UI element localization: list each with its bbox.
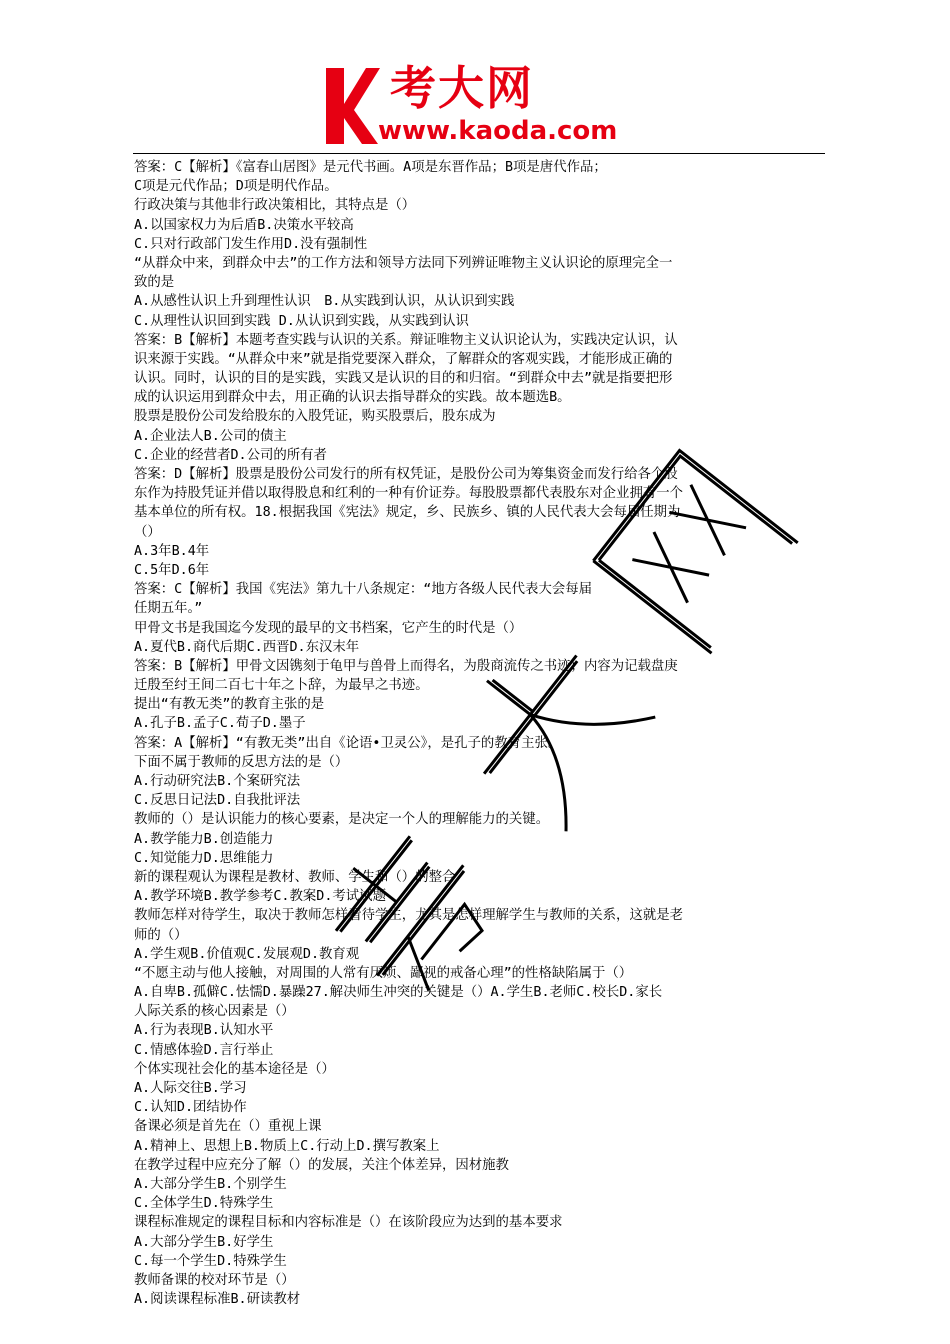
text-line: 答案：B【解析】甲骨文因镌刻于龟甲与兽骨上而得名，为殷商流传之书迹；内容为记载盘庚 [134,658,678,674]
text-line: A.3年B.4年 [134,543,210,559]
text-line: C.每一个学生D.特殊学生 [134,1253,287,1269]
text-line: A.行为表现B.认知水平 [134,1023,274,1039]
text-line: C.知觉能力D.思维能力 [134,850,274,866]
text-line: A.阅读课程标准B.研读教材 [134,1292,301,1308]
text-line: C.只对行政部门发生作用D.没有强制性 [134,236,368,252]
text-line: 认识。同时，认识的目的是实践，实践又是认识的目的和归宿。“到群众中去”就是指要把形 [134,371,673,387]
text-line: 任期五年。” [134,601,203,617]
text-line: C项是元代作品；D项是明代作品。 [134,179,338,195]
text-line: 甲骨文书是我国迄今发现的最早的文书档案，它产生的时代是（） [134,620,523,636]
document-body [134,158,826,1309]
text-line: 股票是股份公司发给股东的入股凭证，购买股票后，股东成为 [134,409,496,425]
text-line: 致的是 [134,275,175,291]
text-line: 个体实现社会化的基本途径是（） [134,1061,335,1077]
text-line: 人际关系的核心因素是（） [134,1004,295,1020]
text-line: 迁殷至纣王间二百七十年之卜辞，为最早之书迹。 [134,678,429,694]
text-line: A.从感性认识上升到理性认识 B.从实践到认识，从认识到实践 [134,294,515,310]
text-line: 备课必须是首先在（）重视上课 [134,1119,322,1135]
text-line: 成的认识运用到群众中去，用正确的认识去指导群众的实践。故本题选B。 [134,390,571,406]
text-line: A.人际交往B.学习 [134,1081,247,1096]
text-line: 东作为持股凭证并借以取得股息和红利的一种有价证券。每股股票都代表股东对企业拥有一个 [134,486,684,502]
text-line: 答案：D【解析】股票是股份公司发行的所有权凭证，是股份公司为筹集资金而发行给各个股 [134,467,678,482]
text-line: 师的（） [134,927,188,943]
text-line: 课程标准规定的课程目标和内容标准是（）在该阶段应为达到的基本要求 [134,1215,563,1231]
text-line: A.自卑B.孤僻C.怯懦D.暴躁27.解决师生冲突的关键是（）A.学生B.老师C.校长D.家长 [134,985,663,1001]
text-line: A.教学环境B.教学参考C.教案D.考试试题 [134,889,386,905]
text-line: A.精神上、思想上B.物质上C.行动上D.撰写教案上 [134,1138,440,1154]
logo-url-text: www.kaoda.com [378,116,618,146]
text-line: A.孔子B.孟子C.荀子D.墨子 [134,716,306,732]
text-line: A.企业法人B.公司的债主 [134,428,287,444]
text-line: C.全体学生D.特殊学生 [134,1196,274,1212]
text-line: 行政决策与其他非行政决策相比，其特点是（） [134,198,416,214]
text-line: C.认知D.团结协作 [134,1100,247,1116]
logo-chinese-text: 考大网 [390,61,534,115]
text-line: 答案：A【解析】“有教无类”出自《论语•卫灵公》，是孔子的教育主张。 [134,735,562,751]
text-line: 教师怎样对待学生，取决于教师怎样看待学生，尤其是怎样理解学生与教师的关系，这就是老 [134,908,684,924]
text-line: 教师备课的校对环节是（） [134,1272,295,1288]
text-line: A.学生观B.价值观C.发展观D.教育观 [134,946,360,962]
text-line: 答案：C【解析】《富春山居图》是元代书画。A项是东晋作品；B项是唐代作品； [134,160,607,175]
text-line: 答案：B【解析】本题考查实践与认识的关系。辩证唯物主义认识论认为，实践决定认识，认 [134,332,678,348]
text-line: A.大部分学生B.个别学生 [134,1176,287,1192]
text-line: A.行动研究法B.个案研究法 [134,774,301,789]
text-line: （） [134,524,161,540]
text-line: 基本单位的所有权。18.根据我国《宪法》规定，乡、民族乡、镇的人民代表大会每届任期为 [134,505,681,521]
text-line: “从群众中来，到群众中去”的工作方法和领导方法同下列辨证唯物主义认识论的原理完全一 [134,255,673,271]
text-line: 识来源于实践。“从群众中来”就是指党要深入群众，了解群众的客观实践，才能形成正确的 [134,351,673,367]
text-line: C.5年D.6年 [134,562,210,578]
text-line: A.以国家权力为后盾B.决策水平较高 [134,217,354,233]
text-line: A.夏代B.商代后期C.西晋D.东汉末年 [134,639,360,655]
header-divider [133,153,825,154]
text-line: 答案：C【解析】我国《宪法》第九十八条规定：“地方各级人民代表大会每届 [134,582,593,598]
k-logo-icon [320,64,382,148]
text-line: “不愿主动与他人接触，对周围的人常有厌烦、鄙视的戒备心理”的性格缺陷属于（） [134,965,633,981]
text-line: C.反思日记法D.自我批评法 [134,793,301,809]
text-line: 新的课程观认为课程是教材、教师、学生和（）的整合 [134,869,456,885]
text-line: 下面不属于教师的反思方法的是（） [134,754,349,770]
text-line: 教师的（）是认识能力的核心要素，是决定一个人的理解能力的关键。 [134,812,550,828]
text-line: 在教学过程中应充分了解（）的发展，关注个体差异，因材施教 [134,1157,509,1173]
site-logo[interactable] [320,62,650,154]
text-line: 提出“有教无类”的教育主张的是 [134,697,325,713]
text-line: A.教学能力B.创造能力 [134,831,274,847]
text-line: C.从理性认识回到实践 D.从认识到实践，从实践到认识 [134,313,469,329]
text-line: C.企业的经营者D.公司的所有者 [134,447,327,463]
text-line: A.大部分学生B.好学生 [134,1234,274,1250]
text-line: C.情感体验D.言行举止 [134,1042,274,1058]
